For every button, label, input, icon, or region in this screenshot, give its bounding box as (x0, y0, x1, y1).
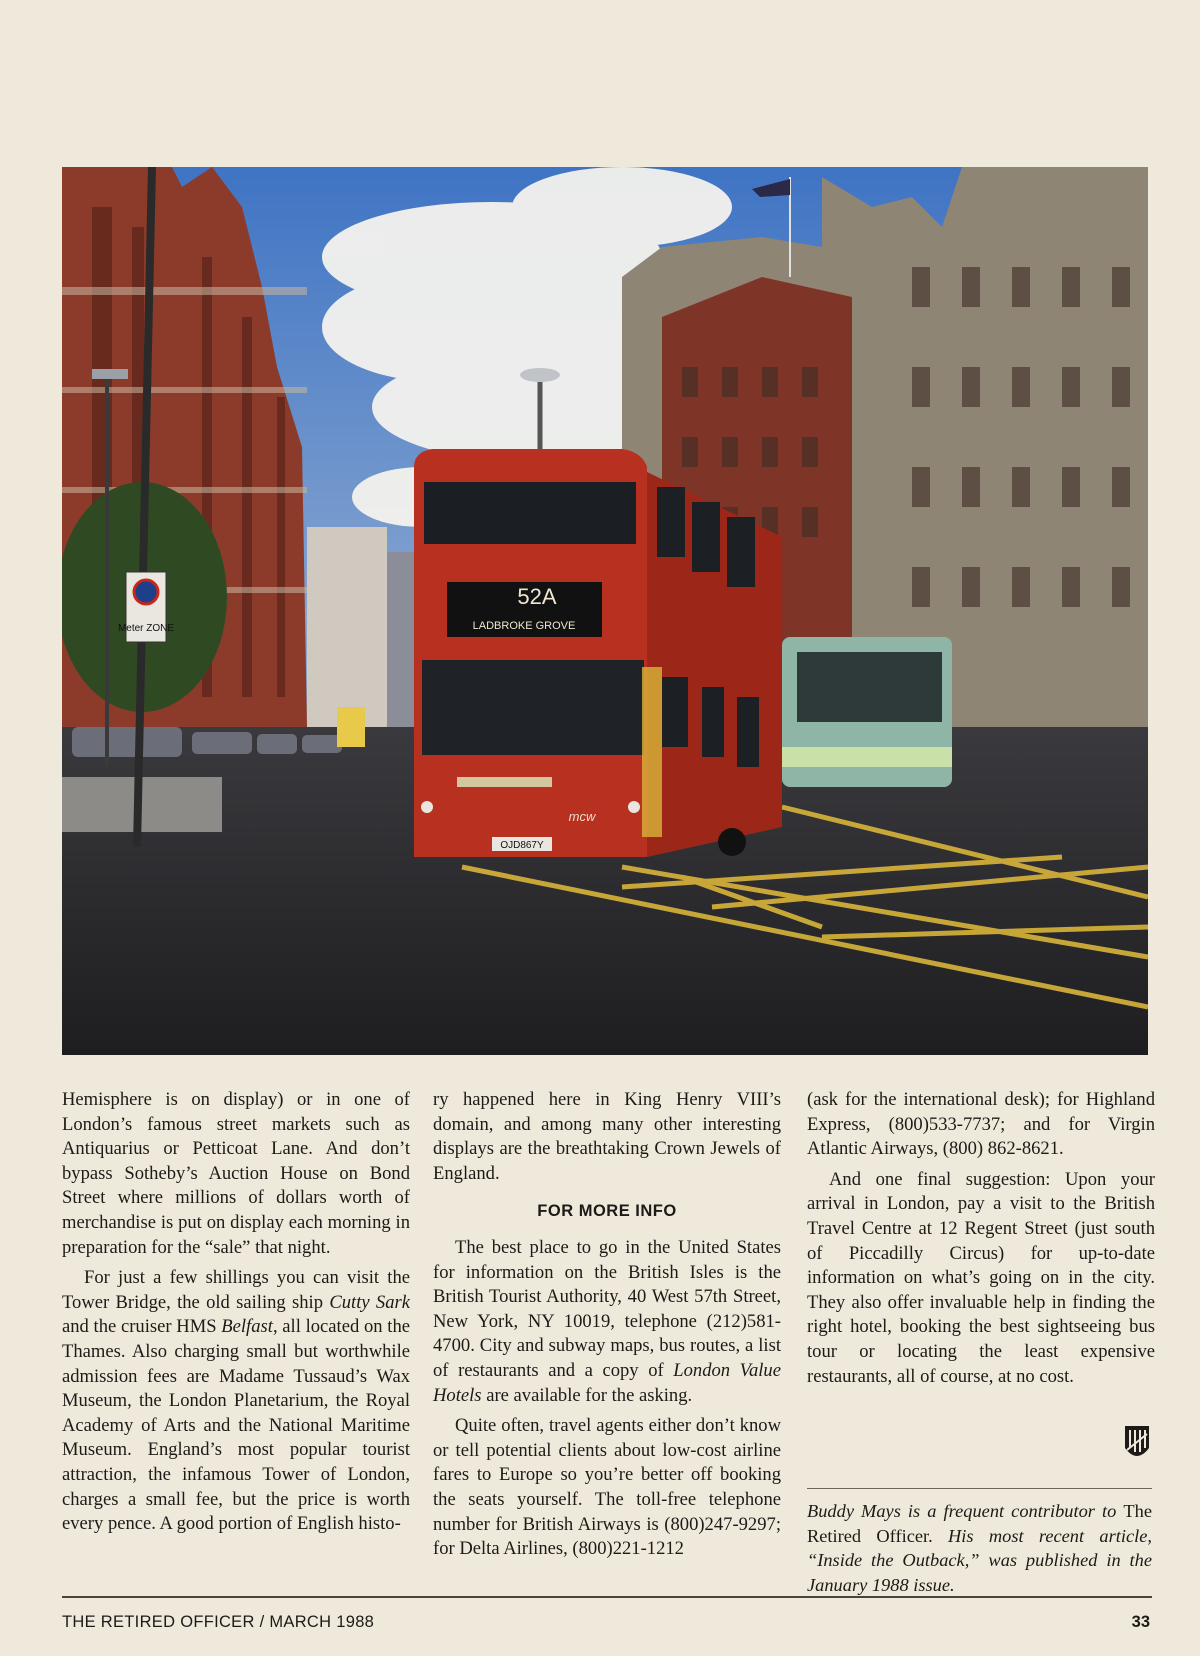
footer-publication: THE RETIRED OFFICER / MARCH 1988 (62, 1613, 375, 1631)
bio-divider (807, 1488, 1152, 1489)
bus-maker-badge: mcw (568, 809, 596, 824)
article-column-1 (62, 1088, 410, 1537)
article-column-3 (807, 1088, 1155, 1389)
text-run: The best place to go in the United States for information on the British Isles is the British Tourist Authority, 40 West 57th Street, New York, NY 10019, telephone (212)581-4700. City and subway maps, bus routes, a list of restaurants and a copy of (433, 1236, 781, 1381)
author-bio (807, 1499, 1152, 1597)
paragraph: ry happened here in King Henry VIII’s domain, and among many other interesting displays are the breathtaking Crown Jewels of England. (433, 1089, 781, 1184)
paragraph: (ask for the international desk); for Highland Express, (800)533-7737; and for Virgin Atlantic Airways, (800) 862-8621. (807, 1089, 1155, 1160)
text-run: and the cruiser HMS (62, 1316, 222, 1338)
page-number: 33 (1131, 1613, 1150, 1631)
paragraph: Quite often, travel agents either don’t know or tell potential clients about low-cost airline fares to Europe so you’re better off booking the seats yourself. The toll-free telephone number for British Airways is (800)247-9297; for Delta Airlines, (800)221-1212 (433, 1415, 781, 1560)
publication-title: London Value Hotels (433, 1359, 781, 1406)
text-run: are available for the asking. (481, 1384, 693, 1406)
bus-destination: LADBROKE GROVE (472, 620, 576, 632)
footer-divider (62, 1596, 1152, 1598)
ship-name: Cutty Sark (329, 1291, 410, 1313)
text-run: , all located on the Thames. Also charging small but worthwhile admission fees are Madame Tussaud’s Wax Museum, the London Planetarium, the Royal Academy of Arts and the National Maritime Museum. England’s most popular tourist attraction, the infamous Tower of London, charges a small fee, but the price is worth every pence. A good portion of English histo- (62, 1316, 410, 1535)
paragraph: Hemisphere is on display) or in one of London’s famous street markets such as Antiquarius or Petticoat Lane. And don’t bypass Sotheby’s Auction House on Bond Street where millions of dollars worth of merchandise is put on display each morning in preparation for the “sale” that night. (62, 1089, 410, 1258)
magazine-name: The Retired Officer. (807, 1501, 1152, 1546)
london-bus-photo (62, 167, 1148, 1055)
bio-text: His most recent article, “Inside the Outback,” was published in the January 1988 issue. (807, 1525, 1152, 1595)
paragraph: And one final suggestion: Upon your arrival in London, pay a visit to the British Travel Centre at 12 Regent Street (just south of Piccadilly Circus) for up-to-date information on what’s going on in the city. They also offer invaluable help in finding the right hotel, booking the best sightseeing bus tour or locating the least expensive restaurants, all of course, at no cost. (807, 1168, 1155, 1387)
meter-zone-sign: Meter ZONE (117, 623, 175, 634)
section-heading: FOR MORE INFO (537, 1202, 677, 1221)
bus-license-plate: OJD867Y (500, 840, 544, 851)
end-of-article-icon (1123, 1424, 1151, 1462)
bus-route-number: 52A (517, 584, 557, 609)
article-column-2 (433, 1088, 781, 1562)
paragraph (433, 1236, 781, 1408)
paragraph (62, 1266, 410, 1537)
bio-text: Buddy Mays is a frequent contributor to (807, 1501, 1117, 1521)
ship-name: Belfast (221, 1316, 273, 1338)
text-run: For just a few shillings you can visit the Tower Bridge, the old sailing ship (62, 1267, 410, 1313)
street-photo (62, 167, 1148, 1055)
